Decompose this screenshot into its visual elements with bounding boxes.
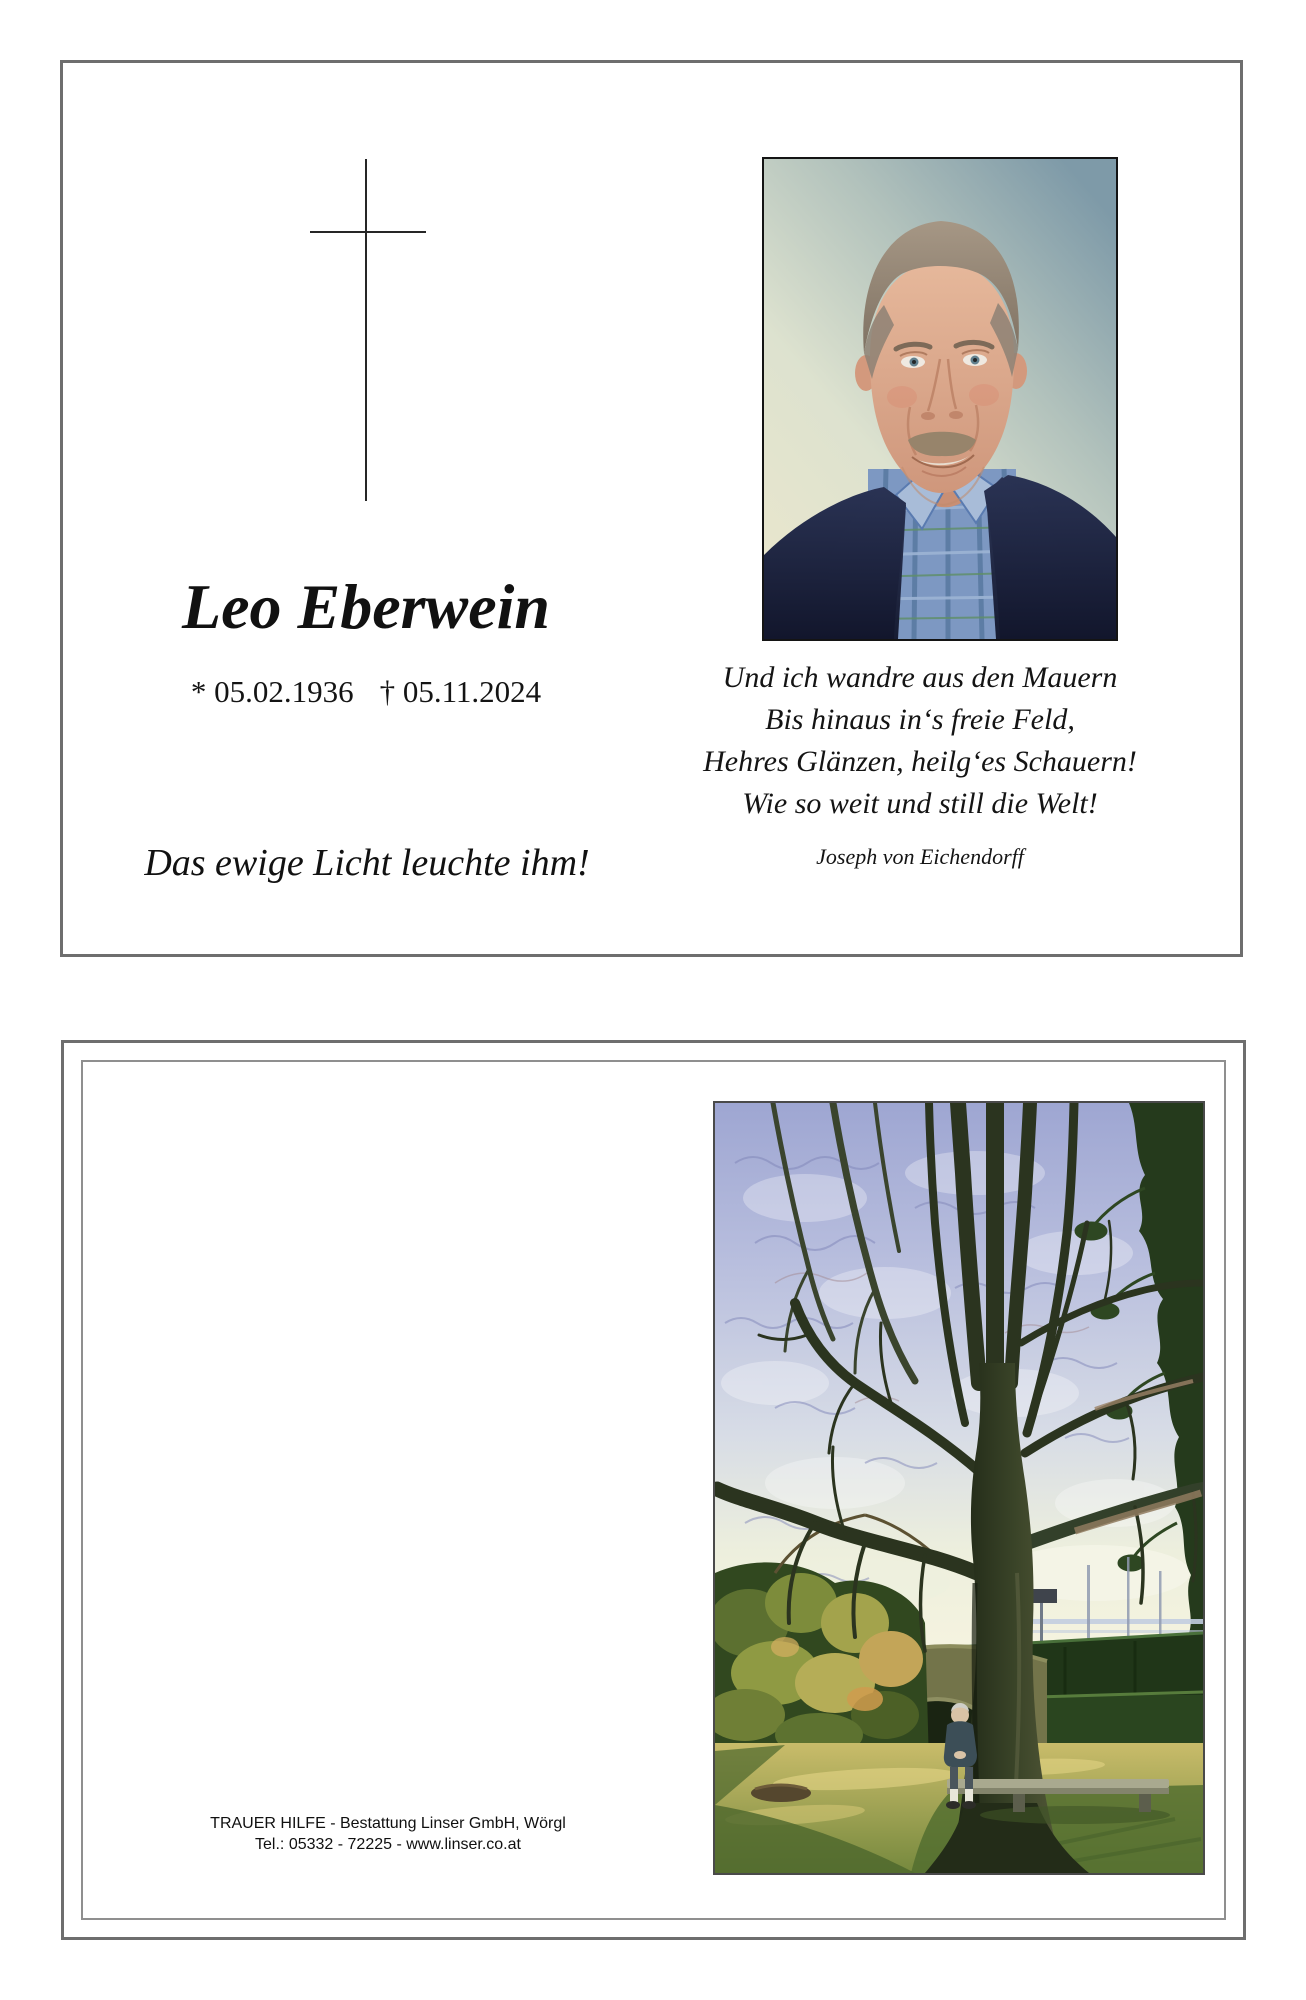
cross-horizontal-bar [310,231,426,233]
birth-date: * 05.02.1936 [190,674,354,709]
deceased-name: Leo Eberwein [182,571,550,642]
cross-vertical-bar [365,159,367,501]
portrait-photo [762,157,1118,641]
funeral-home-info [210,1813,566,1855]
poem-author: Joseph von Eichendorff [816,844,1024,869]
tree-painting [713,1101,1205,1875]
poem-line: Wie so weit und still die Welt! [742,787,1098,820]
death-date: † 05.11.2024 [379,674,542,709]
poem-line: Hehres Glänzen, heilg‘es Schauern! [703,745,1137,778]
funeral-home-contact: Tel.: 05332 - 72225 - www.linser.co.at [255,1836,521,1853]
memorial-card-back [61,1040,1246,1940]
life-dates [191,673,541,710]
poem-line: Und ich wandre aus den Mauern [722,661,1118,694]
poem [703,657,1137,869]
portrait-illustration [764,159,1116,639]
poem-line: Bis hinaus in‘s freie Feld, [765,703,1075,736]
funeral-home-name: TRAUER HILFE - Bestattung Linser GmbH, Wörgl [210,1815,566,1832]
tree-illustration [715,1103,1203,1873]
memorial-card-front [60,60,1243,957]
memorial-motto: Das ewige Licht leuchte ihm! [144,842,590,884]
